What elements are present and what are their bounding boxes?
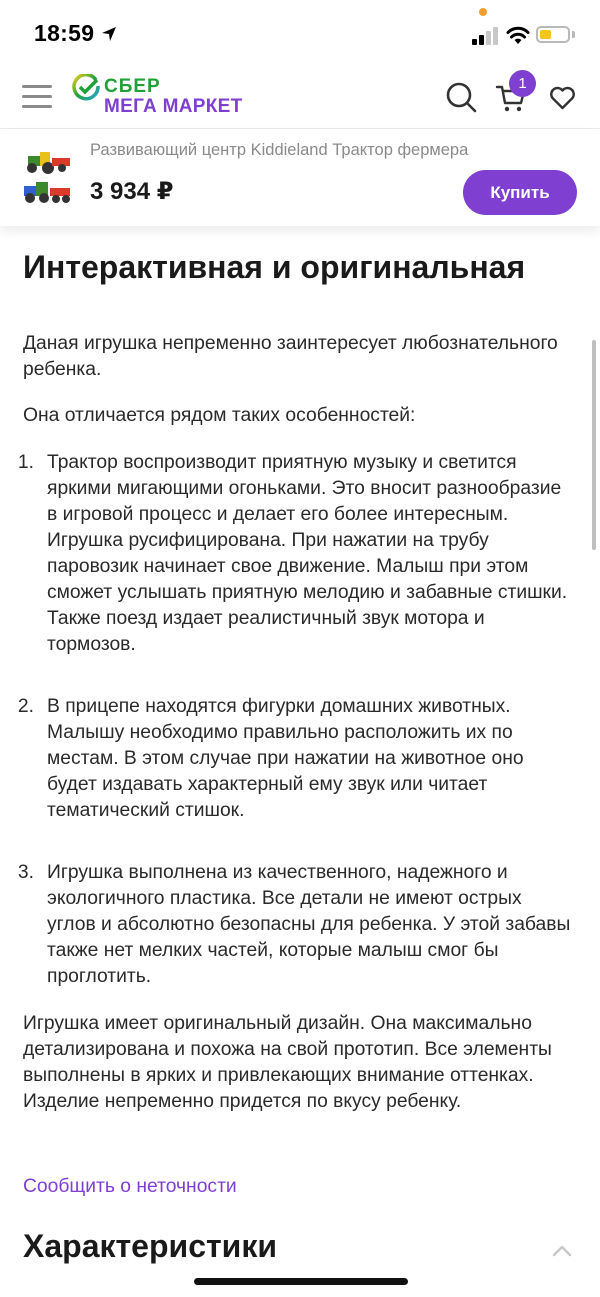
scrollbar[interactable] bbox=[592, 340, 596, 550]
wifi-icon bbox=[506, 25, 530, 45]
location-arrow-icon bbox=[101, 26, 117, 42]
home-indicator[interactable] bbox=[194, 1278, 408, 1285]
description-outro: Игрушка имеет оригинальный дизайн. Она максимально детализирована и похожа на свой прототип. Все элементы выполнены в ярких и привлекающих внимание оттенках. Изделие непременно придется по вкусу ребенку. bbox=[23, 1013, 552, 1112]
description-intro: Даная игрушка непременно заинтересует любознательного ребенка. bbox=[23, 333, 558, 380]
chevron-up-icon[interactable] bbox=[551, 1240, 573, 1262]
logo-text-bottom[interactable]: МЕГА МАРКЕТ bbox=[104, 96, 243, 117]
menu-icon[interactable] bbox=[22, 85, 52, 109]
product-price: 3 934 ₽ bbox=[90, 178, 174, 205]
product-thumbnail[interactable] bbox=[22, 146, 72, 208]
report-inaccuracy-link[interactable]: Сообщить о неточности bbox=[23, 1176, 237, 1197]
list-item-number: 3. bbox=[17, 862, 34, 883]
product-title[interactable]: Развивающий центр Kiddieland Трактор фермера bbox=[90, 141, 469, 159]
battery-level bbox=[540, 30, 551, 39]
status-time: 18:59 bbox=[34, 20, 95, 46]
cart-count-badge[interactable]: 1 bbox=[509, 70, 536, 97]
search-icon[interactable] bbox=[445, 81, 477, 113]
list-item-number: 2. bbox=[17, 696, 34, 717]
sber-logo-icon[interactable] bbox=[72, 74, 100, 102]
list-item-text: Игрушка выполнена из качественного, надежного и экологичного пластика. Все детали не имеют острых углов и абсолютно безопасны для ребенка. У этой забавы также нет мелких частей, которые малыш смог бы проглотить. bbox=[47, 862, 571, 987]
battery-cap bbox=[572, 31, 575, 38]
description-heading: Интерактивная и оригинальная bbox=[23, 249, 526, 285]
heart-icon[interactable] bbox=[549, 85, 576, 111]
list-item-text: В прицепе находятся фигурки домашних животных. Малышу необходимо правильно расположить их по местам. В этом случае при нажатии на животное оно будет издавать характерный ему звук или читает тематический стишок. bbox=[47, 696, 524, 821]
status-bar bbox=[0, 0, 600, 64]
buy-button[interactable]: Купить bbox=[463, 170, 577, 215]
list-item-text: Трактор воспроизводит приятную музыку и светится яркими мигающими огоньками. Это вносит разнообразие в игровой процесс и делает его более интересным. Игрушка русифицирована. При нажатии на трубу паровозик начинает свое движение. Малыш при этом сможет услышать приятную мелодию и забавные стишки. Также поезд издает реалистичный звук мотора и тормозов. bbox=[47, 452, 568, 655]
battery-icon bbox=[536, 26, 570, 43]
specs-heading[interactable]: Характеристики bbox=[23, 1228, 278, 1264]
list-item-number: 1. bbox=[17, 452, 34, 473]
privacy-indicator-icon bbox=[479, 8, 487, 16]
cellular-signal-icon bbox=[472, 27, 500, 45]
features-intro: Она отличается рядом таких особенностей: bbox=[23, 405, 416, 426]
logo-text-top[interactable]: СБЕР bbox=[104, 76, 161, 97]
